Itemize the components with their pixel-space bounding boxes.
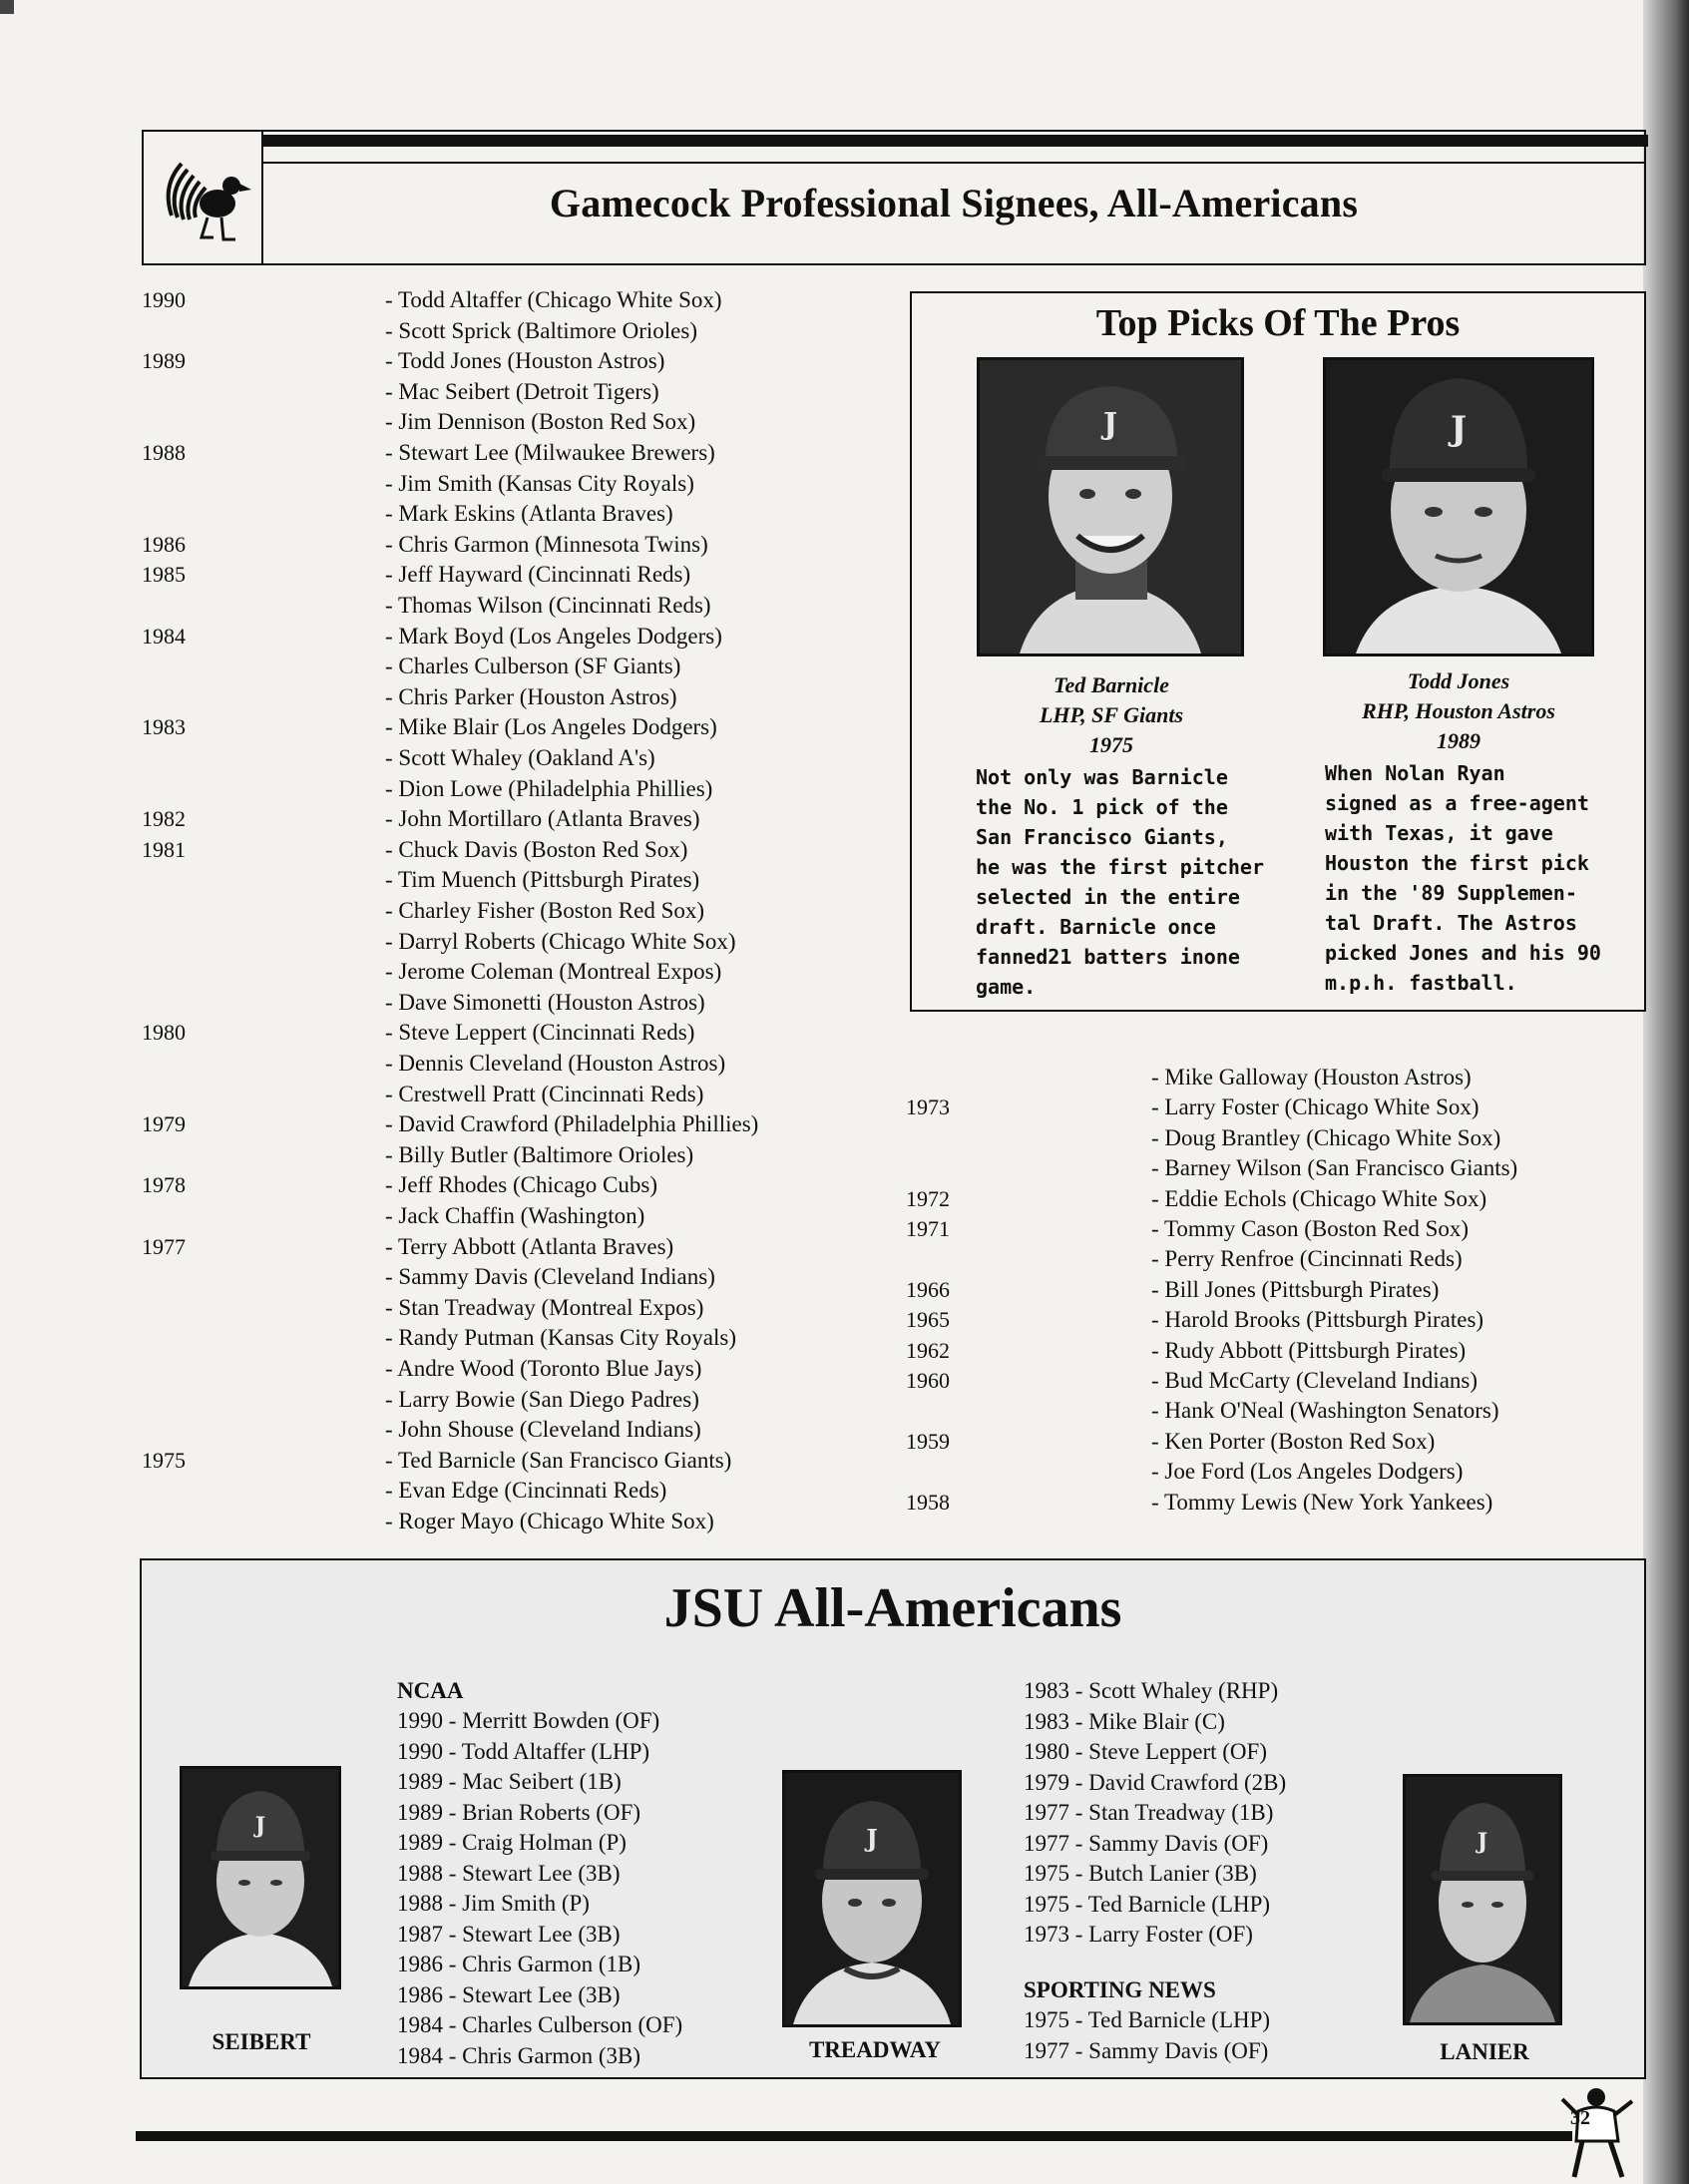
all-american-entry: 1986 - Stewart Lee (3B): [397, 1981, 621, 2007]
all-american-entry: 1977 - Stan Treadway (1B): [1024, 1800, 1274, 1825]
signee-entry: - Todd Altaffer (Chicago White Sox): [385, 287, 722, 312]
jones-year: 1989: [1437, 728, 1480, 753]
barnicle-story: [976, 762, 1265, 1002]
signee-year: 1990: [142, 287, 186, 312]
signee-entry: - Mark Boyd (Los Angeles Dodgers): [385, 623, 722, 649]
all-americans-box: [140, 1558, 1646, 2079]
signee-year: 1975: [142, 1447, 186, 1473]
barnicle-photo: [977, 357, 1244, 656]
signee-entry: - Scott Whaley (Oakland A's): [385, 745, 655, 770]
barnicle-story-line: fanned21 batters inone: [976, 945, 1240, 969]
signee-year: 1965: [906, 1307, 950, 1333]
signee-entry: - Harold Brooks (Pittsburgh Pirates): [1151, 1307, 1484, 1333]
signee-entry: - Ken Porter (Boston Red Sox): [1151, 1428, 1436, 1454]
all-american-entry: 1986 - Chris Garmon (1B): [397, 1952, 641, 1976]
signee-entry: - Darryl Roberts (Chicago White Sox): [385, 928, 736, 954]
signee-entry: - Dennis Cleveland (Houston Astros): [385, 1051, 726, 1076]
signee-entry: - John Mortillaro (Atlanta Braves): [385, 806, 700, 832]
all-american-entry: 1984 - Chris Garmon (3B): [397, 2042, 641, 2068]
signee-year: 1972: [906, 1185, 950, 1211]
footer-rule: [136, 2131, 1572, 2141]
signee-entry: - Evan Edge (Cincinnati Reds): [385, 1478, 667, 1504]
binding-shadow: [1643, 0, 1689, 2184]
signee-year: 1989: [142, 348, 186, 374]
all-american-entry: 1977 - Sammy Davis (OF): [1024, 1830, 1269, 1856]
signee-entry: - Dion Lowe (Philadelphia Phillies): [385, 775, 713, 801]
lanier-label: LANIER: [1440, 2039, 1529, 2064]
signee-entry: - Chris Garmon (Minnesota Twins): [385, 531, 708, 557]
barnicle-year: 1975: [1089, 732, 1133, 757]
jones-story-line: with Texas, it gave: [1325, 821, 1553, 845]
sporting-news-heading: SPORTING NEWS: [1024, 1977, 1216, 2002]
all-american-entry: 1983 - Scott Whaley (RHP): [1024, 1678, 1279, 1703]
all-american-entry: 1990 - Todd Altaffer (LHP): [397, 1738, 650, 1764]
signee-entry: - Terry Abbott (Atlanta Braves): [385, 1233, 674, 1259]
signee-entry: - Jim Dennison (Boston Red Sox): [385, 409, 696, 435]
signee-entry: - Joe Ford (Los Angeles Dodgers): [1151, 1459, 1464, 1485]
signee-entry: - Mike Galloway (Houston Astros): [1151, 1065, 1472, 1090]
signee-entry: - Sammy Davis (Cleveland Indians): [385, 1264, 715, 1290]
signee-year: 1973: [906, 1094, 950, 1120]
signee-entry: - Tommy Cason (Boston Red Sox): [1151, 1216, 1470, 1241]
jones-photo: [1323, 357, 1594, 656]
signee-entry: - Doug Brantley (Chicago White Sox): [1151, 1124, 1501, 1150]
signee-entry: - Chuck Davis (Boston Red Sox): [385, 836, 688, 862]
all-americans-title: JSU All-Americans: [663, 1577, 1122, 1639]
gamecock-logo: [144, 132, 263, 263]
seibert-label: SEIBERT: [211, 2029, 311, 2054]
signee-year: 1962: [906, 1337, 950, 1363]
all-american-entry: 1988 - Jim Smith (P): [397, 1891, 590, 1916]
all-american-entry: 1975 - Ted Barnicle (LHP): [1024, 1891, 1271, 1917]
all-american-entry: 1989 - Craig Holman (P): [397, 1830, 627, 1855]
top-picks-box: [910, 291, 1646, 1012]
signee-entry: - Stan Treadway (Montreal Expos): [385, 1294, 704, 1320]
jones-caption: [1319, 666, 1598, 756]
barnicle-story-line: San Francisco Giants,: [976, 825, 1228, 849]
signee-entry: - Andre Wood (Toronto Blue Jays): [385, 1356, 702, 1381]
jones-position: RHP, Houston Astros: [1362, 698, 1555, 723]
jones-story-line: signed as a free-agent: [1325, 791, 1589, 815]
svg-text:J: J: [254, 1813, 266, 1839]
signee-entry: - Rudy Abbott (Pittsburgh Pirates): [1151, 1337, 1467, 1363]
signee-year: 1977: [142, 1233, 186, 1259]
all-american-entry: 1975 - Butch Lanier (3B): [1024, 1861, 1257, 1886]
all-american-entry: 1980 - Steve Leppert (OF): [1024, 1739, 1267, 1764]
signee-entry: - Perry Renfroe (Cincinnati Reds): [1151, 1246, 1463, 1272]
signee-year: 1979: [142, 1111, 186, 1137]
barnicle-story-line: selected in the entire: [976, 885, 1240, 909]
signee-entry: - Hank O'Neal (Washington Senators): [1151, 1398, 1499, 1424]
signee-entry: - Thomas Wilson (Cincinnati Reds): [385, 593, 711, 618]
all-american-entry: 1987 - Stewart Lee (3B): [397, 1921, 621, 1947]
signee-entry: - Jerome Coleman (Montreal Expos): [385, 959, 722, 985]
signee-entry: - Roger Mayo (Chicago White Sox): [385, 1509, 714, 1533]
signee-entry: - Jeff Rhodes (Chicago Cubs): [385, 1172, 657, 1198]
all-american-entry: 1990 - Merritt Bowden (OF): [397, 1708, 660, 1733]
barnicle-story-line: draft. Barnicle once: [976, 915, 1216, 939]
top-picks-title: Top Picks Of The Pros: [1095, 302, 1461, 344]
all-american-entry: 1988 - Stewart Lee (3B): [397, 1860, 621, 1886]
treadway-label: TREADWAY: [808, 2037, 942, 2062]
signee-entry: - Scott Sprick (Baltimore Orioles): [385, 317, 697, 343]
jones-name: Todd Jones: [1407, 668, 1510, 693]
svg-text:J: J: [1477, 1829, 1488, 1855]
jones-story-line: When Nolan Ryan: [1325, 761, 1505, 785]
lanier-photo: [1403, 1774, 1562, 2025]
player-mascot-icon: [1556, 2085, 1640, 2181]
svg-text:J: J: [1450, 409, 1468, 449]
signee-entry: - John Shouse (Cleveland Indians): [385, 1417, 701, 1443]
signee-year: 1971: [906, 1216, 950, 1241]
jones-story-line: in the '89 Supplemen-: [1325, 881, 1577, 905]
page-number: 32: [1570, 2107, 1590, 2129]
signee-year: 1981: [142, 836, 186, 862]
signee-entry: - Todd Jones (Houston Astros): [385, 348, 665, 374]
title-panel: [263, 162, 1644, 263]
page-corner-mark: [0, 0, 14, 14]
barnicle-caption: [972, 670, 1251, 760]
ncaa-heading: NCAA: [397, 1678, 464, 1703]
signee-year: 1960: [906, 1368, 950, 1393]
jones-story-line: m.p.h. fastball.: [1325, 971, 1517, 995]
signee-entry: - Mike Blair (Los Angeles Dodgers): [385, 714, 717, 740]
all-american-entry: 1989 - Brian Roberts (OF): [397, 1799, 641, 1825]
barnicle-name: Ted Barnicle: [1054, 672, 1169, 697]
signee-entry: - Larry Foster (Chicago White Sox): [1151, 1094, 1479, 1120]
barnicle-position: LHP, SF Giants: [1039, 702, 1184, 727]
all-american-entry: 1989 - Mac Seibert (1B): [397, 1769, 622, 1794]
all-american-entry: 1973 - Larry Foster (OF): [1024, 1922, 1253, 1947]
signee-entry: - Mac Seibert (Detroit Tigers): [385, 378, 659, 404]
signee-year: 1978: [142, 1172, 186, 1198]
all-american-entry: 1977 - Sammy Davis (OF): [1024, 2037, 1269, 2063]
page-header: [142, 130, 1646, 265]
barnicle-story-line: he was the first pitcher: [976, 855, 1264, 879]
signee-entry: - David Crawford (Philadelphia Phillies): [385, 1111, 759, 1137]
signee-entry: - Bud McCarty (Cleveland Indians): [1151, 1368, 1478, 1393]
jones-story-line: tal Draft. The Astros: [1325, 911, 1577, 935]
signee-entry: - Larry Bowie (San Diego Padres): [385, 1386, 699, 1412]
signee-entry: - Charley Fisher (Boston Red Sox): [385, 898, 705, 923]
signee-entry: - Eddie Echols (Chicago White Sox): [1151, 1185, 1487, 1211]
signee-entry: - Jim Smith (Kansas City Royals): [385, 470, 694, 496]
signee-entry: - Mark Eskins (Atlanta Braves): [385, 501, 673, 527]
signee-entry: - Randy Putman (Kansas City Royals): [385, 1325, 736, 1351]
signee-entry: - Billy Butler (Baltimore Orioles): [385, 1141, 694, 1167]
jones-story-line: Houston the first pick: [1325, 851, 1589, 875]
signee-year: 1984: [142, 623, 186, 649]
barnicle-story-line: Not only was Barnicle: [976, 765, 1228, 789]
seibert-photo: [180, 1766, 341, 1989]
signee-entry: - Barney Wilson (San Francisco Giants): [1151, 1155, 1518, 1181]
jones-story: [1325, 758, 1624, 998]
signee-entry: - Charles Culberson (SF Giants): [385, 654, 681, 679]
signee-year: 1986: [142, 531, 186, 557]
svg-text:J: J: [866, 1824, 878, 1853]
all-american-entry: 1983 - Mike Blair (C): [1024, 1708, 1225, 1734]
signee-year: 1959: [906, 1428, 950, 1454]
all-american-entry: 1984 - Charles Culberson (OF): [397, 2012, 683, 2037]
signee-year: 1983: [142, 714, 186, 740]
signee-year: 1982: [142, 806, 186, 832]
signee-entry: - Stewart Lee (Milwaukee Brewers): [385, 440, 715, 465]
jones-story-line: picked Jones and his 90: [1325, 941, 1601, 965]
signee-entry: - Tim Muench (Pittsburgh Pirates): [385, 867, 700, 893]
signee-entry: - Bill Jones (Pittsburgh Pirates): [1151, 1276, 1440, 1302]
barnicle-story-line: the No. 1 pick of the: [976, 795, 1228, 819]
signee-year: 1958: [906, 1489, 950, 1515]
signee-year: 1988: [142, 440, 186, 465]
treadway-photo: [782, 1770, 962, 2027]
signee-entry: - Tommy Lewis (New York Yankees): [1151, 1489, 1493, 1515]
signee-entry: - Jeff Hayward (Cincinnati Reds): [385, 562, 691, 588]
all-american-entry: 1979 - David Crawford (2B): [1024, 1769, 1287, 1795]
signee-entry: - Steve Leppert (Cincinnati Reds): [385, 1020, 695, 1046]
signee-entry: - Jack Chaffin (Washington): [385, 1203, 645, 1228]
signee-entry: - Ted Barnicle (San Francisco Giants): [385, 1447, 732, 1473]
svg-text:J: J: [1102, 407, 1118, 442]
signee-year: 1966: [906, 1276, 950, 1302]
signee-entry: - Dave Simonetti (Houston Astros): [385, 989, 705, 1015]
signee-entry: - Crestwell Pratt (Cincinnati Reds): [385, 1081, 704, 1106]
all-american-entry: 1975 - Ted Barnicle (LHP): [1024, 2007, 1271, 2032]
barnicle-story-line: game.: [976, 975, 1037, 999]
gamecock-icon: [152, 146, 255, 249]
signee-entry: - Chris Parker (Houston Astros): [385, 683, 677, 709]
signee-year: 1980: [142, 1020, 186, 1046]
signee-year: 1985: [142, 562, 186, 588]
page-title: Gamecock Professional Signees, All-Americans: [549, 181, 1359, 225]
